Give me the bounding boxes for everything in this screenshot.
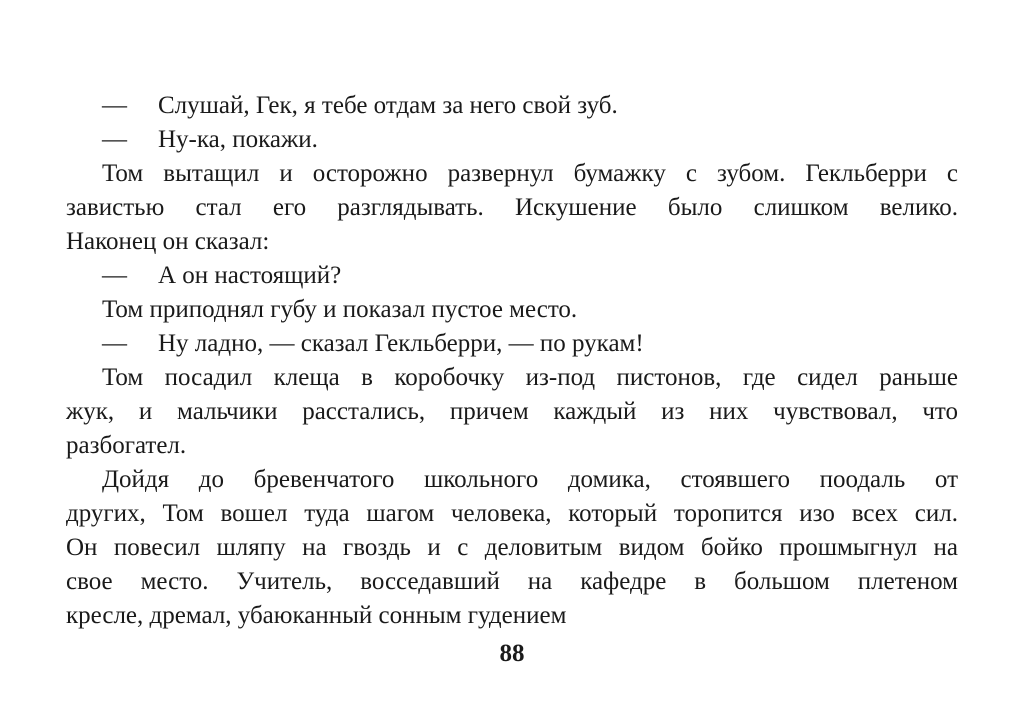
dialogue-line — [66, 123, 958, 157]
narration-line: других, Том вошел туда шагом человека, который торопится изо всех сил. — [66, 500, 958, 527]
narration-line: Том посадил клеща в коробочку из-под пистонов, где сидел раньше — [102, 364, 958, 391]
narration-line: жук, и мальчики расстались, причем каждый из них чувствовал, что — [66, 398, 958, 425]
narration-line: Он повесил шляпу на гвоздь и с деловитым видом бойко прошмыгнул на — [66, 534, 958, 561]
narration-line: кресле, дремал, убаюканный сонным гудением — [66, 602, 567, 629]
page-number: 88 — [499, 640, 525, 667]
dialogue-dash: — — [102, 262, 127, 289]
narration-line: Дойдя до бревенчатого школьного домика, стоявшего поодаль от — [102, 466, 958, 493]
narration-line: свое место. Учитель, восседавший на кафедре в большом плетеном — [66, 568, 958, 595]
dialogue-text: А он настоящий? — [158, 262, 342, 289]
dialogue-line — [66, 327, 958, 361]
narration-line: Том вытащил и осторожно развернул бумажку с зубом. Гекльберри с — [102, 160, 958, 187]
dialogue-line — [66, 259, 958, 293]
dialogue-text: Слушай, Гек, я тебе отдам за него свой зуб. — [158, 92, 618, 119]
narration-line: Том приподнял губу и показал пустое место. — [102, 296, 578, 323]
dialogue-text: Ну-ка, покажи. — [158, 126, 318, 153]
dialogue-dash: — — [102, 92, 127, 119]
narration-line: завистью стал его разглядывать. Искушение было слишком велико. — [66, 194, 958, 221]
dialogue-dash: — — [102, 126, 127, 153]
dialogue-dash: — — [102, 330, 127, 357]
page-body-text — [66, 89, 958, 633]
narration-line: Наконец он сказал: — [66, 228, 270, 255]
narration-line: разбогател. — [66, 432, 187, 459]
dialogue-line — [66, 89, 958, 123]
dialogue-text: Ну ладно, — сказал Гекльберри, — по рукам! — [158, 330, 644, 357]
